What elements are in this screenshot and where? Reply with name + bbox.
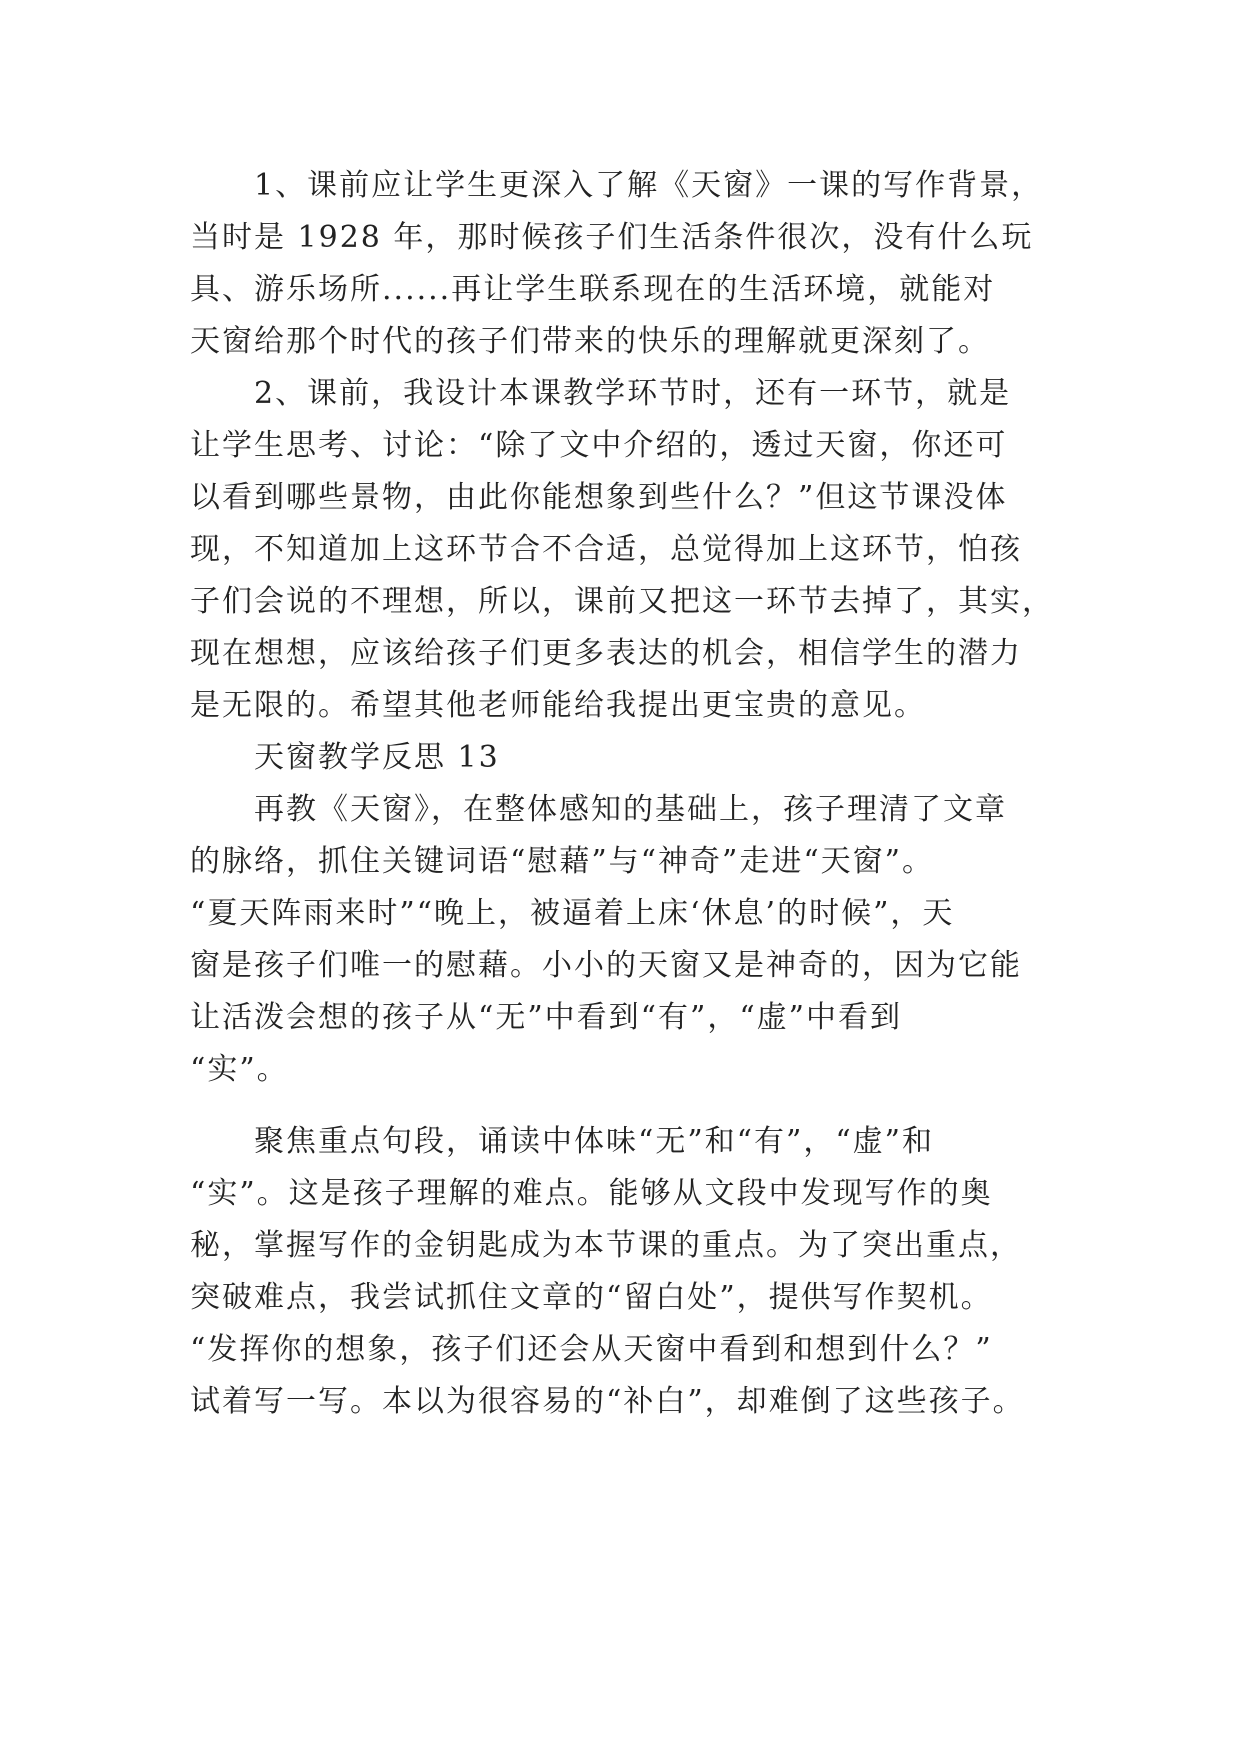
text-line: “发挥你的想象，孩子们还会从天窗中看到和想到什么？”	[190, 1332, 993, 1367]
document-body	[190, 160, 1052, 1428]
text-line: 具、游乐场所......再让学生联系现在的生活环境，就能对	[190, 272, 996, 307]
text-line: 让学生思考、讨论：“除了文中介绍的，透过天窗，你还可	[190, 428, 1008, 463]
text-line: 试着写一写。本以为很容易的“补白”，却难倒了这些孩子。	[190, 1384, 1025, 1419]
text-line: 秘，掌握写作的金钥匙成为本节课的重点。为了突出重点，	[190, 1228, 1022, 1263]
text-line: 天窗给那个时代的孩子们带来的快乐的理解就更深刻了。	[190, 324, 990, 359]
text-line: 是无限的。希望其他老师能给我提出更宝贵的意见。	[190, 688, 926, 723]
text-line: 现在想想，应该给孩子们更多表达的机会，相信学生的潜力	[190, 636, 1022, 671]
text-line: 现，不知道加上这环节合不合适，总觉得加上这环节，怕孩	[190, 532, 1022, 567]
text-line: 突破难点，我尝试抓住文章的“留白处”，提供写作契机。	[190, 1280, 993, 1315]
text-line: 的脉络，抓住关键词语“慰藉”与“神奇”走进“天窗”。	[190, 844, 935, 879]
text-line: 让活泼会想的孩子从“无”中看到“有”，“虚”中看到	[190, 1000, 903, 1035]
text-line: “实”。	[190, 1052, 289, 1087]
text-line: 当时是 1928 年，那时候孩子们生活条件很次，没有什么玩	[190, 220, 1034, 255]
text-line: 1、课前应让学生更深入了解《天窗》一课的写作背景，	[254, 168, 1044, 203]
section-heading: 天窗教学反思 13	[254, 740, 500, 775]
text-line: 窗是孩子们唯一的慰藉。小小的天窗又是神奇的，因为它能	[190, 948, 1022, 983]
text-line: 再教《天窗》，在整体感知的基础上，孩子理清了文章	[254, 792, 1007, 827]
text-line: 子们会说的不理想，所以，课前又把这一环节去掉了，其实，	[190, 584, 1054, 619]
text-line: 2、课前，我设计本课教学环节时，还有一环节，就是	[254, 376, 1012, 411]
text-line: 聚焦重点句段，诵读中体味“无”和“有”，“虚”和	[254, 1124, 935, 1159]
text-line: “实”。这是孩子理解的难点。能够从文段中发现写作的奥	[190, 1176, 993, 1211]
text-line: 以看到哪些景物，由此你能想象到些什么？”但这节课没体	[190, 480, 1008, 515]
text-line: “夏天阵雨来时”“晚上，被逼着上床‘休息’的时候”，天	[190, 896, 955, 931]
